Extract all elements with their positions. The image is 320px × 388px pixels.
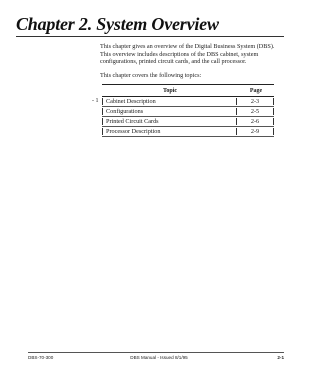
topics-intro: This chapter covers the following topics: bbox=[100, 72, 202, 79]
table-row bbox=[102, 117, 274, 127]
page-cell: 2-3 bbox=[236, 98, 274, 105]
page-cell: 2-9 bbox=[236, 128, 274, 135]
page-cell: 2-6 bbox=[236, 118, 274, 125]
manual-issue: DBS Manual - Issued 8/1/95 bbox=[130, 355, 188, 360]
topic-cell: Cabinet Description bbox=[102, 98, 236, 105]
title-rule bbox=[16, 36, 284, 37]
page-cell: 2-5 bbox=[236, 108, 274, 115]
page-column-header: Page bbox=[249, 87, 263, 94]
topic-column-header: Topic bbox=[162, 87, 178, 94]
table-row bbox=[92, 97, 274, 107]
topic-cell: Printed Circuit Cards bbox=[102, 118, 236, 125]
table-row bbox=[102, 107, 274, 117]
topic-cell: Processor Description bbox=[102, 128, 236, 135]
intro-paragraph: This chapter gives an overview of the Digital Business System (DBS). This overview includes descriptions of the DBS cabinet, system configurations, printed circuit cards, and the call processor. bbox=[100, 43, 275, 66]
table-row bbox=[102, 127, 274, 137]
page-number: 2-1 bbox=[277, 355, 284, 360]
document-number: DBS-70-300 bbox=[28, 355, 54, 360]
margin-mark: - 1 bbox=[92, 98, 99, 104]
topics-table bbox=[92, 84, 274, 137]
topic-cell: Configurations bbox=[102, 108, 236, 115]
footer-rule bbox=[28, 352, 284, 353]
chapter-title: Chapter 2. System Overview bbox=[16, 14, 219, 34]
topics-table-header bbox=[102, 84, 274, 97]
